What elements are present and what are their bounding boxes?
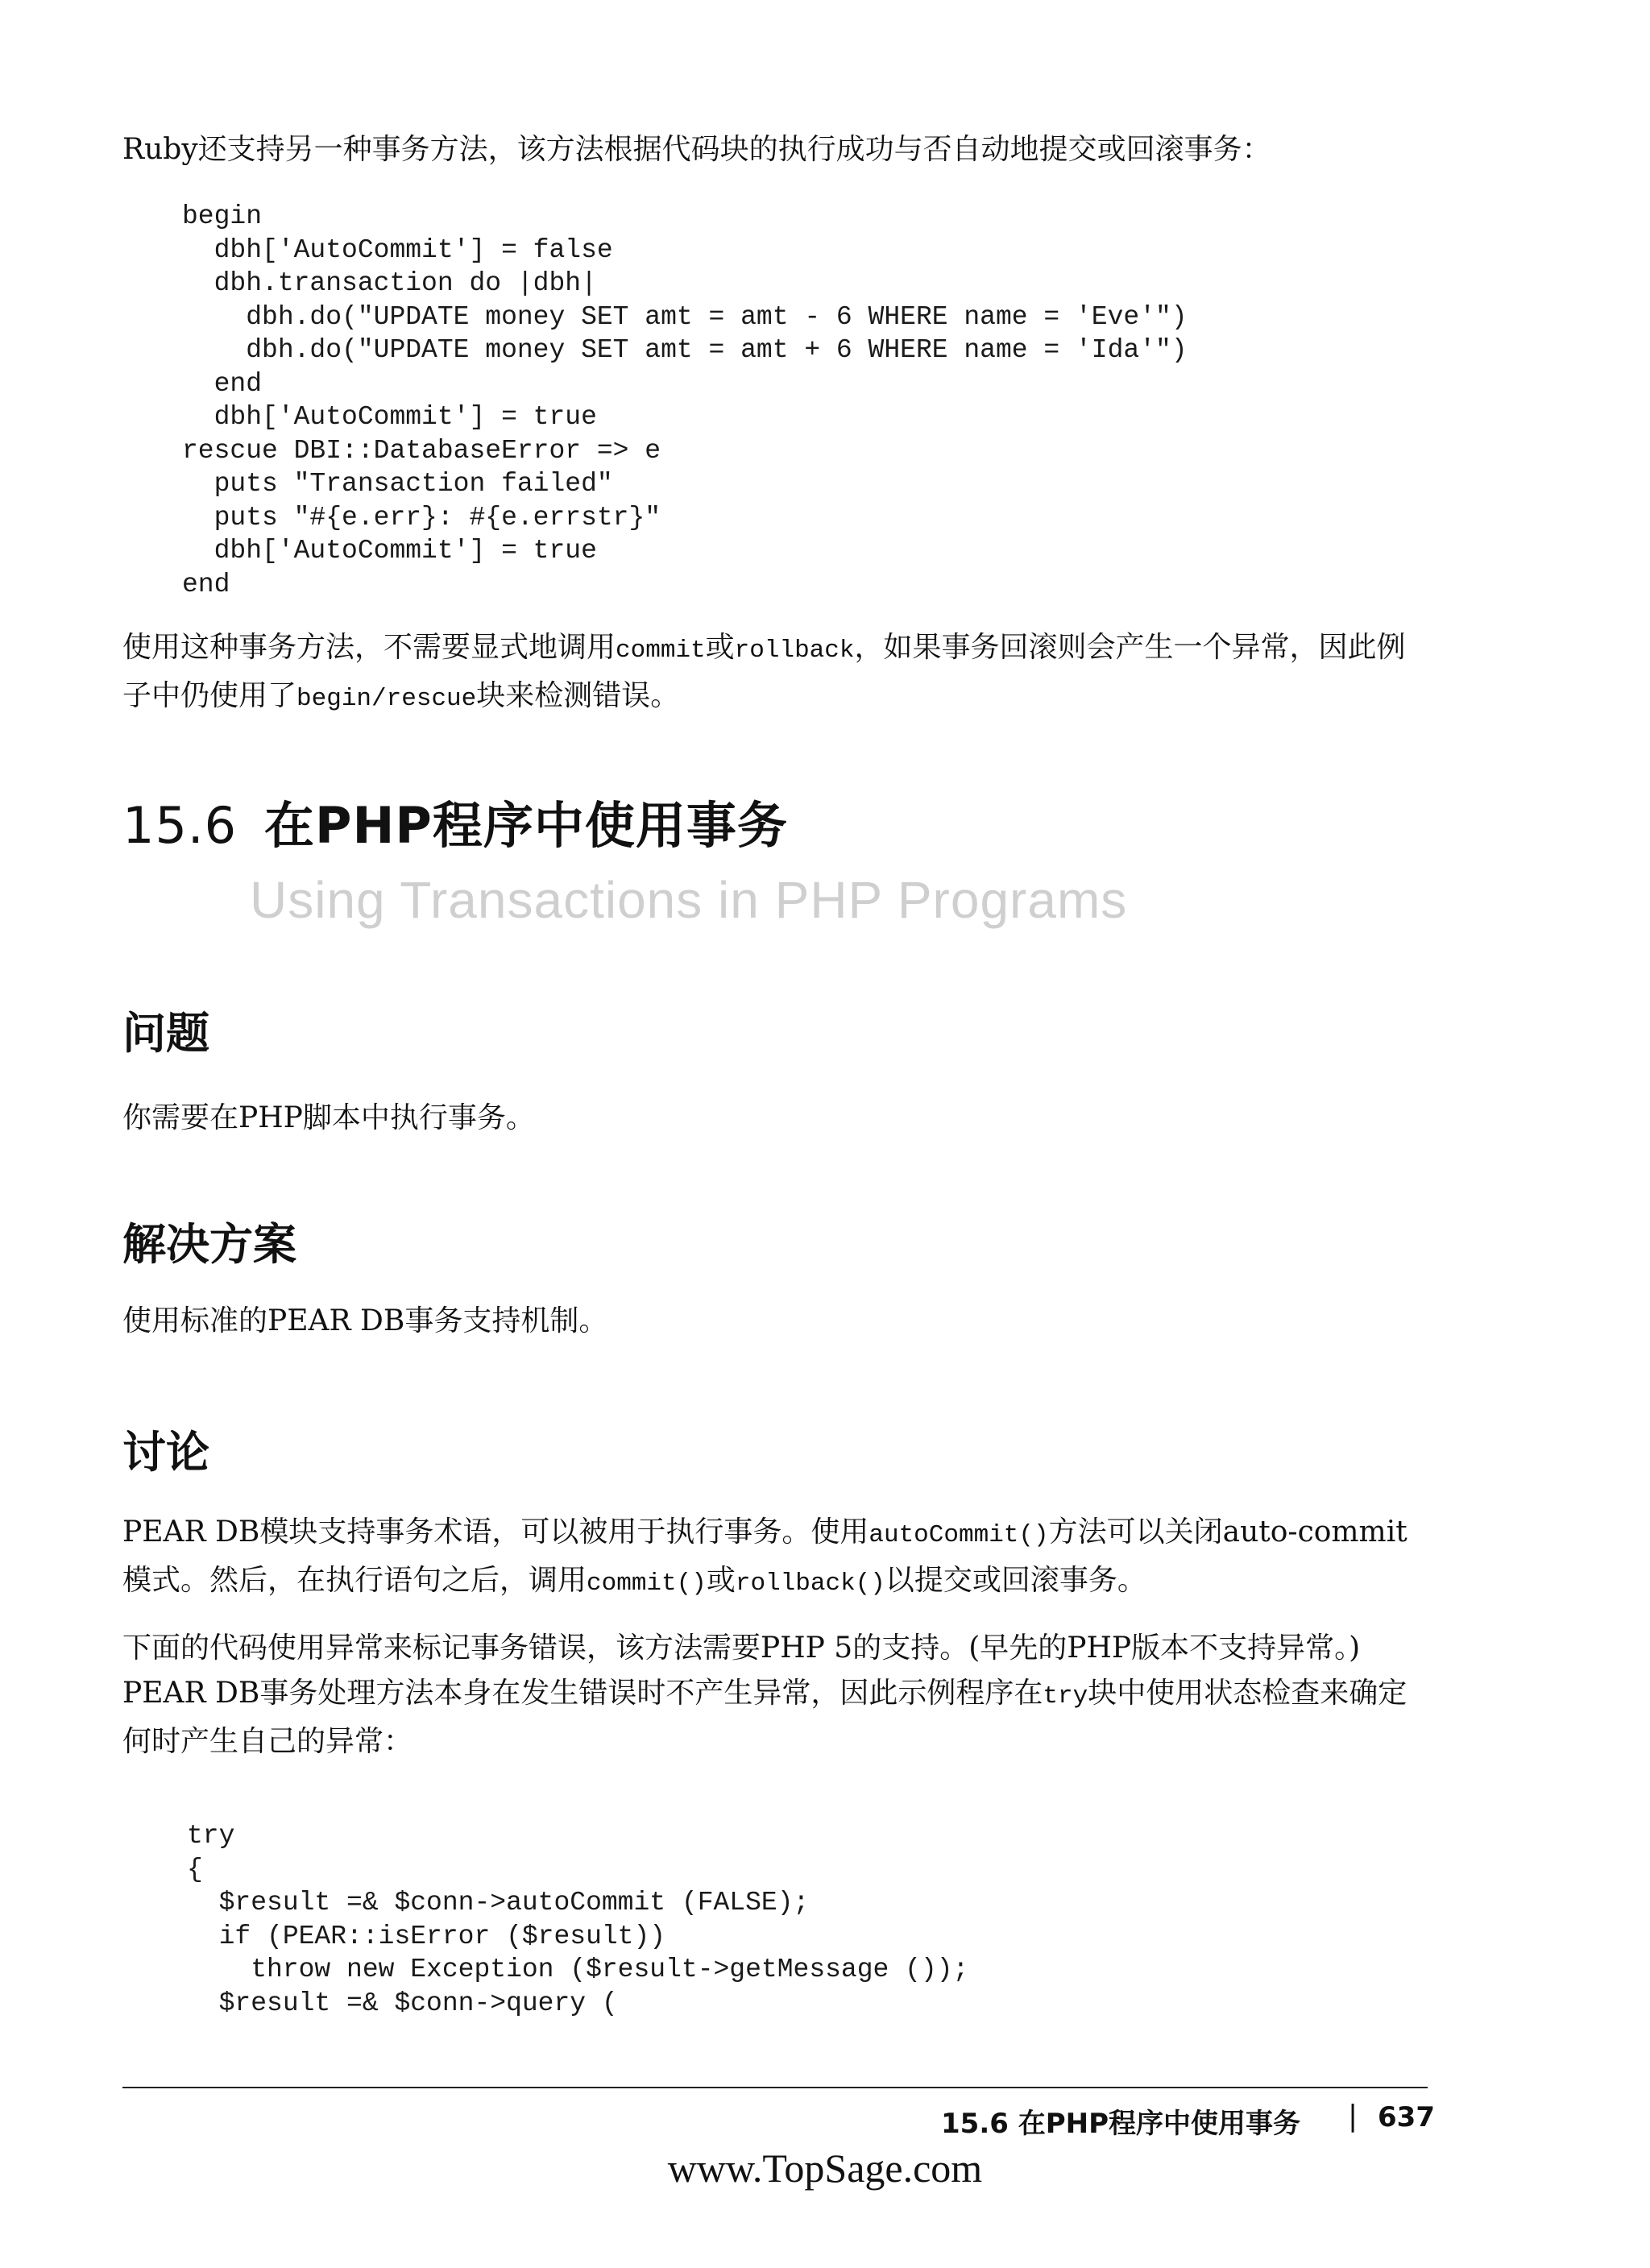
footer-rule: [122, 2087, 1428, 2088]
inline-code: begin/rescue: [296, 685, 477, 713]
page-number: 637: [1378, 2101, 1435, 2133]
inline-code: try: [1043, 1682, 1088, 1710]
watermark-url: www.TopSage.com: [667, 2146, 983, 2191]
text-run: 以提交或回滚事务。: [885, 1564, 1146, 1597]
discussion-paragraph-2: [122, 1626, 1428, 1764]
intro-paragraph: Ruby还支持另一种事务方法，该方法根据代码块的执行成功与否自动地提交或回滚事务：: [122, 133, 1271, 166]
section-subtitle: Using Transactions in PHP Programs: [250, 871, 1128, 929]
inline-code: commit(): [587, 1569, 707, 1598]
problem-text: 你需要在PHP脚本中执行事务。: [122, 1101, 535, 1134]
text-run: ，如果事务回滚则会产生一个异常，因此例子中仍使用了: [122, 631, 1406, 712]
text-run: 或: [705, 631, 735, 664]
php-code-block: try { $result =& $conn->autoCommit (FALSE); if (PEAR::isError ($result)) throw new Exception ($result->getMessage ()); $result =& $conn->query (: [187, 1821, 969, 2018]
inline-code: autoCommit(): [869, 1521, 1049, 1549]
text-run: 或: [706, 1564, 736, 1597]
text-run: 块来检测错误。: [476, 679, 680, 712]
problem-heading: 问题: [122, 1008, 209, 1059]
solution-text: 使用标准的PEAR DB事务支持机制。: [122, 1304, 608, 1337]
footer-section-title: 15.6 在PHP程序中使用事务: [941, 2108, 1301, 2140]
section-title: 在PHP程序中使用事务: [264, 796, 788, 855]
text-run: 块中使用状态检查来确定何时产生自己的异常：: [122, 1677, 1407, 1758]
ruby-explanation-paragraph: [122, 625, 1428, 722]
inline-code: rollback: [734, 636, 855, 665]
discussion-heading: 讨论: [122, 1427, 209, 1478]
text-run: PEAR DB模块支持事务术语，可以被用于执行事务。使用: [122, 1515, 869, 1549]
discussion-paragraph-1: [122, 1510, 1428, 1607]
ruby-code-block: begin dbh['AutoCommit'] = false dbh.transaction do |dbh| dbh.do("UPDATE money SET amt = amt - 6 WHERE name = 'Eve'") dbh.do("UPDATE money SET amt = amt + 6 WHERE name = 'Ida'") end dbh['AutoCommit'] = true rescue DBI::DatabaseError => e puts "Transaction failed" puts "#{e.err}: #{e.errstr}" dbh['AutoCommit'] = true end: [182, 201, 1188, 599]
text-run: 下面的代码使用异常来标记事务错误，该方法需要PHP 5的支持。(早先的PHP版本不支持异常。) PEAR DB事务处理方法本身在发生错误时不产生异常，因此示例程序在: [122, 1632, 1361, 1710]
inline-code: commit: [616, 636, 706, 665]
inline-code: rollback(): [735, 1569, 885, 1598]
solution-heading: 解决方案: [122, 1219, 296, 1270]
section-number: 15.6: [122, 796, 238, 855]
footer-separator: |: [1348, 2100, 1358, 2133]
section-heading: [122, 786, 788, 857]
text-run: 方法可以关闭auto-commit模式。然后，在执行语句之后，调用: [122, 1515, 1407, 1597]
text-run: 使用这种事务方法，不需要显式地调用: [122, 631, 616, 664]
